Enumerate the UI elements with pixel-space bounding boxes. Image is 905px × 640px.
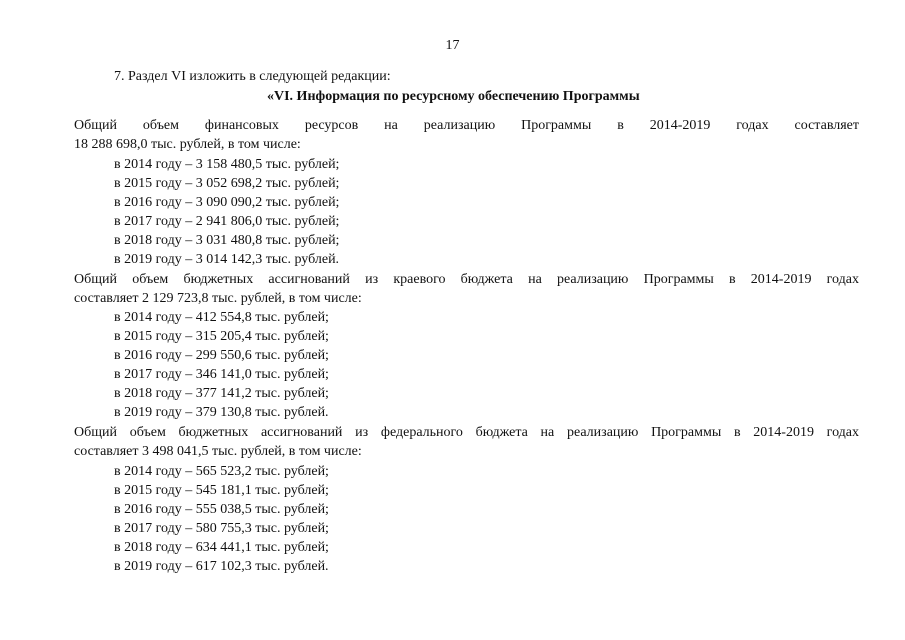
page-number: 17 bbox=[445, 38, 460, 53]
list-item: в 2016 году – 555 038,5 тыс. рублей; bbox=[114, 502, 329, 517]
list-item: в 2014 году – 565 523,2 тыс. рублей; bbox=[114, 464, 329, 479]
list-item: в 2016 году – 3 090 090,2 тыс. рублей; bbox=[114, 195, 340, 210]
section-instruction: 7. Раздел VI изложить в следующей редакции: bbox=[114, 69, 391, 84]
list-item: в 2015 году – 315 205,4 тыс. рублей; bbox=[114, 329, 329, 344]
list-item: в 2017 году – 346 141,0 тыс. рублей; bbox=[114, 367, 329, 382]
federal-budget-intro: Общий объем бюджетных ассигнований из федерального бюджета на реализацию Программы в 2014-2019 годах bbox=[74, 425, 859, 440]
section-title: «VI. Информация по ресурсному обеспечению Программы bbox=[267, 89, 640, 104]
list-item: в 2014 году – 412 554,8 тыс. рублей; bbox=[114, 310, 329, 325]
list-item: в 2015 году – 3 052 698,2 тыс. рублей; bbox=[114, 176, 340, 191]
list-item: в 2019 году – 379 130,8 тыс. рублей. bbox=[114, 405, 329, 420]
federal-budget-amount: составляет 3 498 041,5 тыс. рублей, в том числе: bbox=[74, 444, 362, 459]
total-funding-amount: 18 288 698,0 тыс. рублей, в том числе: bbox=[74, 137, 301, 152]
total-funding-intro: Общий объем финансовых ресурсов на реализацию Программы в 2014-2019 годах составляет bbox=[74, 118, 859, 133]
list-item: в 2019 году – 3 014 142,3 тыс. рублей. bbox=[114, 252, 340, 267]
regional-budget-intro: Общий объем бюджетных ассигнований из краевого бюджета на реализацию Программы в 2014-2019 годах bbox=[74, 272, 859, 287]
regional-budget-amount: составляет 2 129 723,8 тыс. рублей, в том числе: bbox=[74, 291, 362, 306]
list-item: в 2018 году – 3 031 480,8 тыс. рублей; bbox=[114, 233, 340, 248]
list-item: в 2018 году – 634 441,1 тыс. рублей; bbox=[114, 540, 329, 555]
list-item: в 2014 году – 3 158 480,5 тыс. рублей; bbox=[114, 157, 340, 172]
list-item: в 2018 году – 377 141,2 тыс. рублей; bbox=[114, 386, 329, 401]
list-item: в 2017 году – 2 941 806,0 тыс. рублей; bbox=[114, 214, 340, 229]
list-item: в 2016 году – 299 550,6 тыс. рублей; bbox=[114, 348, 329, 363]
list-item: в 2017 году – 580 755,3 тыс. рублей; bbox=[114, 521, 329, 536]
list-item: в 2015 году – 545 181,1 тыс. рублей; bbox=[114, 483, 329, 498]
list-item: в 2019 году – 617 102,3 тыс. рублей. bbox=[114, 559, 329, 574]
